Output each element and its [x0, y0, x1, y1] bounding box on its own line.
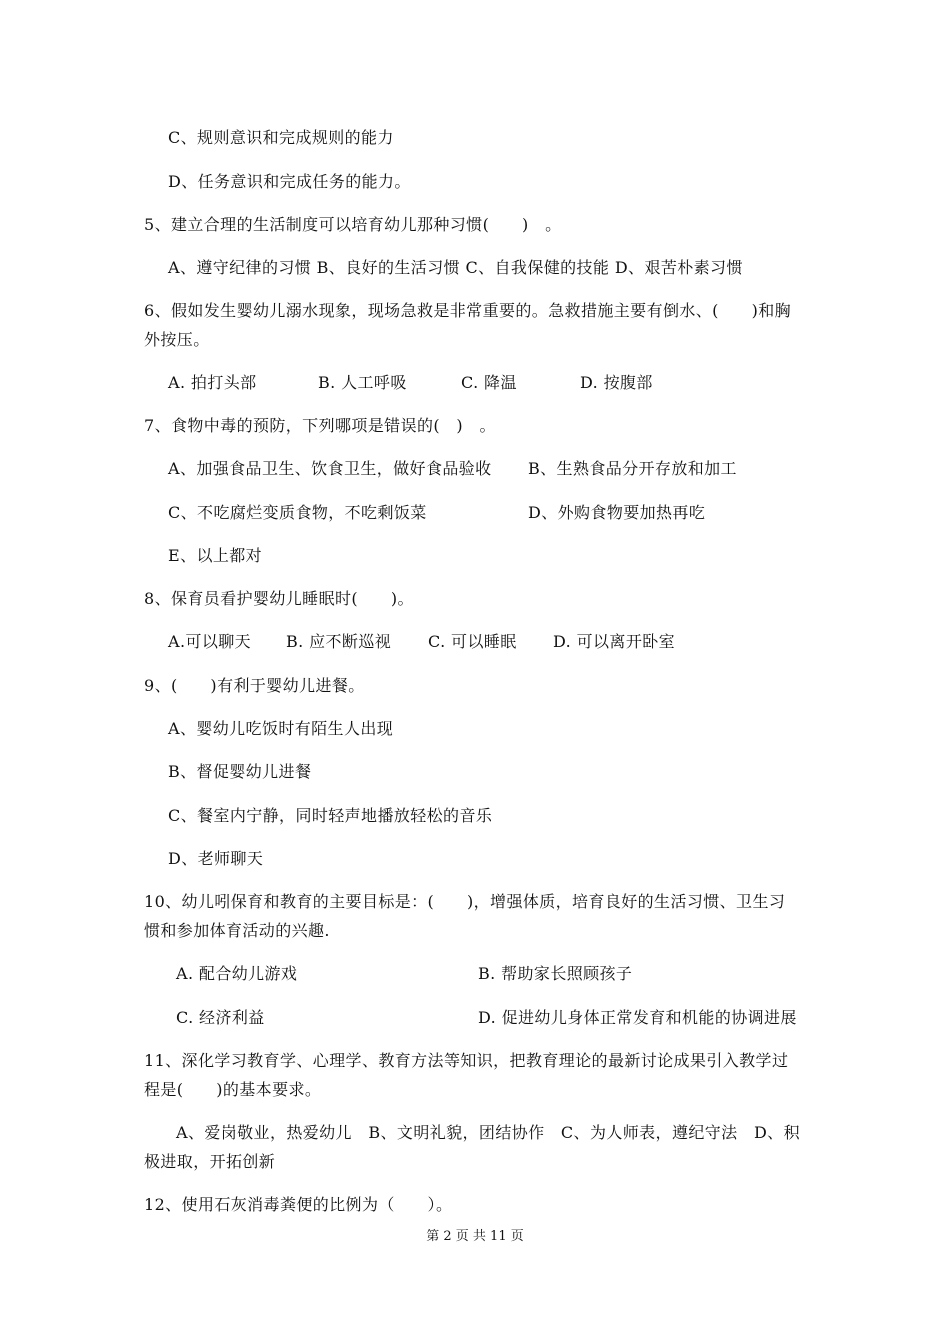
q6-option-c: C. 降温: [461, 373, 517, 392]
q9-option-c: C、餐室内宁静，同时轻声地播放轻松的音乐: [168, 806, 493, 825]
q6-option-d: D. 按腹部: [580, 373, 653, 392]
q8-option-a: A.可以聊天: [168, 632, 252, 651]
q8-stem: 8、保育员看护婴幼儿睡眠时( )。: [144, 589, 414, 608]
q10-option-b: B. 帮助家长照顾孩子: [478, 964, 633, 983]
q11-options-line1: A、爱岗敬业，热爱幼儿 B、文明礼貌，团结协作 C、为人师表，遵纪守法 D、积: [176, 1123, 800, 1142]
q6-stem-line2: 外按压。: [144, 330, 210, 349]
q7-option-d: D、外购食物要加热再吃: [528, 503, 706, 522]
q7-option-b: B、生熟食品分开存放和加工: [528, 459, 737, 478]
q10-option-a: A. 配合幼儿游戏: [176, 964, 298, 983]
q9-option-d: D、老师聊天: [168, 849, 264, 868]
q4-option-c: C、规则意识和完成规则的能力: [168, 128, 394, 147]
q5-stem: 5、建立合理的生活制度可以培育幼儿那种习惯( ) 。: [144, 215, 562, 234]
q8-option-b: B. 应不断巡视: [286, 632, 392, 651]
q7-option-a: A、加强食品卫生、饮食卫生，做好食品验收: [168, 459, 492, 478]
q6-option-b: B. 人工呼吸: [318, 373, 407, 392]
q10-stem-line2: 惯和参加体育活动的兴趣.: [144, 921, 330, 940]
q11-options-line2: 极进取，开拓创新: [144, 1152, 276, 1171]
page-footer: 第 2 页 共 11 页: [426, 1229, 524, 1244]
q9-stem: 9、( )有利于婴幼儿进餐。: [144, 676, 365, 695]
q8-option-d: D. 可以离开卧室: [553, 632, 676, 651]
q6-option-a: A. 拍打头部: [168, 373, 257, 392]
q4-option-d: D、任务意识和完成任务的能力。: [168, 172, 411, 191]
q8-option-c: C. 可以睡眠: [428, 632, 517, 651]
q11-stem-line2: 程是( )的基本要求。: [144, 1080, 322, 1099]
q12-stem: 12、使用石灰消毒粪便的比例为（ ）。: [144, 1195, 453, 1214]
q10-option-d: D. 促进幼儿身体正常发育和机能的协调进展: [478, 1008, 797, 1027]
q11-stem-line1: 11、深化学习教育学、心理学、教育方法等知识，把教育理论的最新讨论成果引入教学过: [144, 1051, 789, 1070]
q10-stem-line1: 10、幼儿吲保育和教育的主要目标是：( )，增强体质，培育良好的生活习惯、卫生习: [144, 892, 786, 911]
q7-option-e: E、以上都对: [168, 546, 263, 565]
q9-option-a: A、婴幼儿吃饭时有陌生人出现: [168, 719, 394, 738]
q5-options: A、遵守纪律的习惯 B、良好的生活习惯 C、自我保健的技能 D、艰苦朴素习惯: [168, 258, 743, 277]
q6-stem-line1: 6、假如发生婴幼儿溺水现象，现场急救是非常重要的。急救措施主要有倒水、( )和胸: [144, 301, 792, 320]
q9-option-b: B、督促婴幼儿进餐: [168, 762, 312, 781]
q7-stem: 7、食物中毒的预防，下列哪项是错误的( ) 。: [144, 416, 496, 435]
q10-option-c: C. 经济利益: [176, 1008, 265, 1027]
q7-option-c: C、不吃腐烂变质食物，不吃剩饭菜: [168, 503, 427, 522]
